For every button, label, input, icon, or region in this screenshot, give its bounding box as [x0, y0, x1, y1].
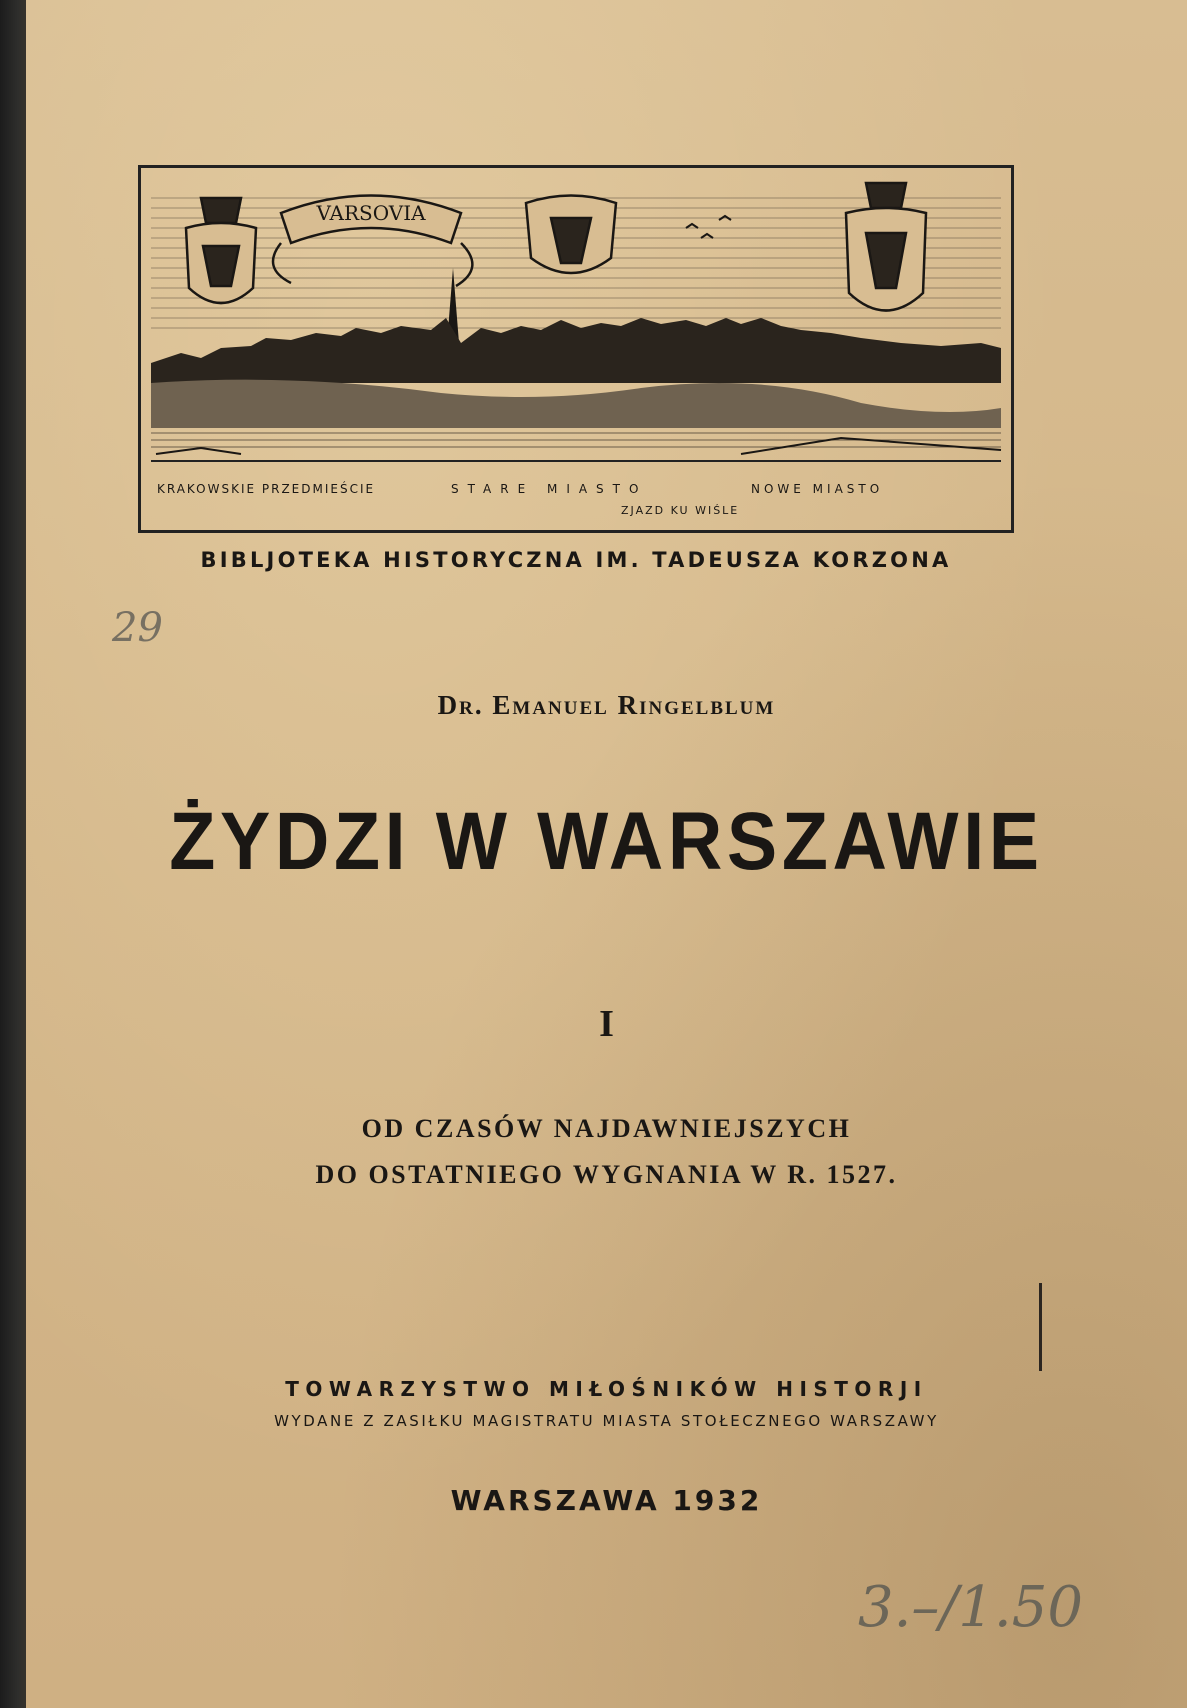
city-engraving: [138, 165, 1014, 533]
book-cover: [26, 0, 1187, 1708]
place-and-year: WARSZAWA 1932: [450, 1484, 763, 1517]
subtitle-line-2: DO OSTATNIEGO WYGNANIA W R. 1527.: [315, 1160, 898, 1189]
subtitle-line-1: OD CZASÓW NAJDAWNIEJSZYCH: [361, 1114, 852, 1143]
pencil-price-note: 3.–/1.50: [858, 1575, 1083, 1640]
caption-stare-miasto: STARE MIASTO: [451, 482, 648, 496]
series-title: BIBLJOTEKA HISTORYCZNA IM. TADEUSZA KORZONA: [200, 548, 952, 572]
author-name: Dr. Emanuel Ringelblum: [437, 690, 776, 720]
right-coat-of-arms: [846, 183, 926, 311]
ink-mark: [1039, 1283, 1042, 1371]
funding-note: WYDANE Z ZASIŁKU MAGISTRATU MIASTA STOŁECZNEGO WARSZAWY: [274, 1412, 939, 1430]
handwritten-number: 29: [112, 605, 163, 651]
publisher: TOWARZYSTWO MIŁOŚNIKÓW HISTORJI: [285, 1377, 928, 1401]
caption-krakowskie: KRAKOWSKIE PRZEDMIEŚCIE: [157, 482, 376, 496]
caption-nowe-miasto: NOWE MIASTO: [751, 482, 884, 496]
varsovia-banner: [273, 196, 472, 287]
left-coat-of-arms: [186, 198, 256, 303]
caption-zjazd: ZJAZD KU WIŚLE: [621, 504, 740, 517]
banner-text: VARSOVIA: [316, 201, 426, 225]
volume-number: I: [599, 1003, 614, 1045]
engraving-caption-row: [151, 460, 1001, 526]
book-title: ŻYDZI W WARSZAWIE: [169, 796, 1044, 887]
center-coat-of-arms: [526, 196, 616, 274]
